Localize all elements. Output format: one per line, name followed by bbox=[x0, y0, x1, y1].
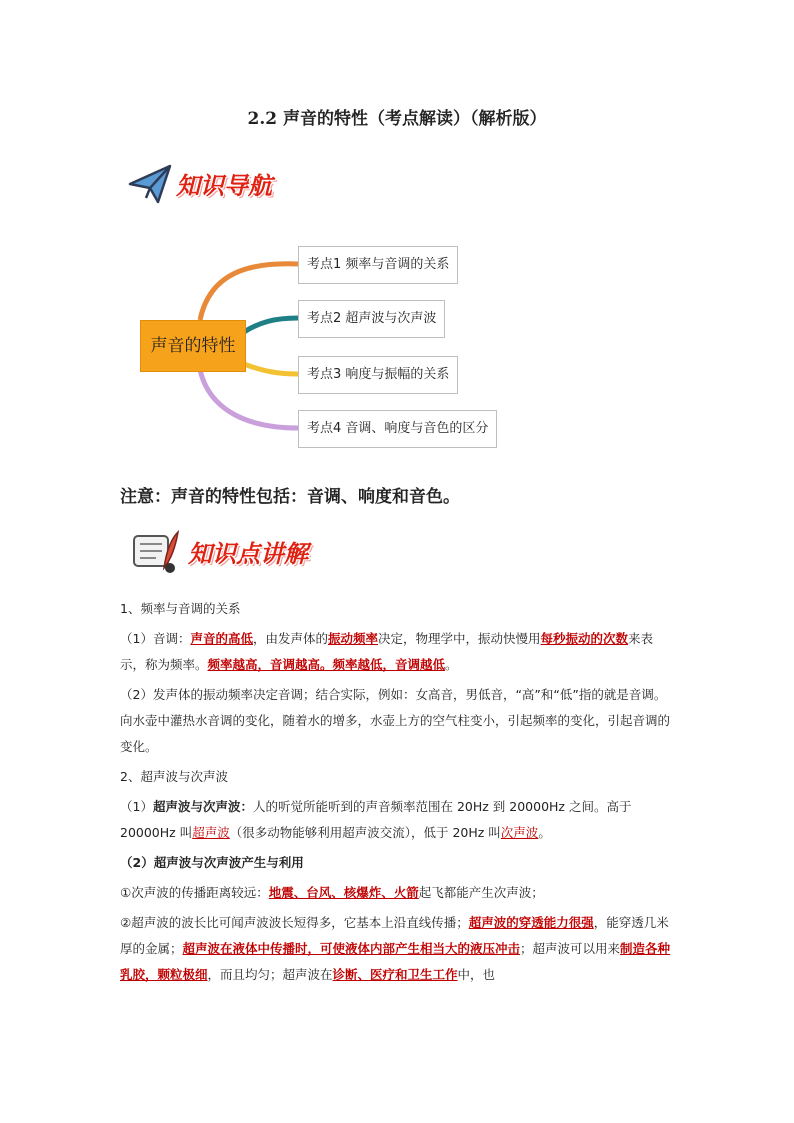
bold-term: 超声波与次声波： bbox=[152, 799, 253, 814]
text-span: （1） bbox=[120, 799, 153, 814]
note-text: 注意：声音的特性包括：音调、响度和音色。 bbox=[120, 487, 460, 507]
mindmap-node-2: 考点2 超声波与次声波 bbox=[298, 300, 445, 338]
branch-3 bbox=[244, 364, 298, 374]
section2-paragraph-3 bbox=[120, 880, 676, 906]
text-span: ，能穿透几米厚的金属； bbox=[120, 915, 669, 956]
highlight: 制造各种乳胶，颗粒极细 bbox=[120, 941, 671, 982]
text-span: 起飞都能产生次声波； bbox=[418, 885, 544, 900]
text-span: 。 bbox=[445, 657, 458, 672]
text-span: ②超声波的波长比可闻声波波长短得多，它基本上沿直线传播； bbox=[120, 915, 469, 930]
text-span: 来表示，称为频率。 bbox=[120, 631, 654, 672]
nav-banner bbox=[128, 162, 308, 208]
text-span: 。 bbox=[538, 825, 551, 840]
highlight: 地震、台风、核爆炸、火箭 bbox=[268, 885, 419, 900]
branch-4 bbox=[200, 370, 298, 428]
highlight: 每秒振动的次数 bbox=[540, 631, 629, 646]
explain-banner bbox=[128, 528, 368, 574]
highlight: 声音的高低 bbox=[190, 631, 253, 646]
page-title: 2.2 声音的特性（考点解读）（解析版） bbox=[247, 109, 547, 129]
branch-2 bbox=[244, 318, 298, 332]
mindmap-node-1: 考点1 频率与音调的关系 bbox=[298, 246, 458, 284]
section1-paragraph-2: （2）发声体的振动频率决定音调；结合实际，例如：女高音，男低音，“高”和“低”指的就是音调。向水壶中灌热水音调的变化，随着水的增多，水壶上方的空气柱变小，引起频率的变化，引起音调的变化。 bbox=[120, 687, 671, 754]
text-span: 中，也 bbox=[457, 967, 496, 982]
paper-plane-icon bbox=[128, 164, 172, 204]
branch-1 bbox=[200, 264, 298, 320]
text-span: ；超声波可以用来 bbox=[520, 941, 621, 956]
mindmap-node-3: 考点3 响度与振幅的关系 bbox=[298, 356, 458, 394]
section1-heading: 1、频率与音调的关系 bbox=[120, 601, 241, 616]
nav-banner-text: 知识导航 bbox=[176, 171, 272, 200]
highlight: 振动频率 bbox=[327, 631, 378, 646]
section2-subheading: （2）超声波与次声波产生与利用 bbox=[120, 855, 304, 870]
text-span: （1）音调： bbox=[120, 631, 191, 646]
highlight: 超声波在液体中传播时，可使液体内部产生相当大的液压冲击 bbox=[182, 941, 521, 956]
text-span: （很多动物能够利用超声波交流），低于 20Hz 叫 bbox=[229, 825, 501, 840]
section2-paragraph-4 bbox=[120, 910, 676, 988]
text-span: 人的听觉所能听到的声音频率范围在 20Hz 到 20000Hz 之间。高于 20000Hz 叫 bbox=[120, 799, 632, 840]
mindmap bbox=[130, 232, 530, 452]
highlight: 超声波 bbox=[192, 825, 230, 840]
section2-heading: 2、超声波与次声波 bbox=[120, 769, 228, 784]
text-span: ①次声波的传播距离较远： bbox=[120, 885, 269, 900]
section1-paragraph-1 bbox=[120, 626, 676, 678]
mindmap-center: 声音的特性 bbox=[140, 320, 246, 372]
highlight: 超声波的穿透能力很强 bbox=[468, 915, 594, 930]
section2-paragraph-1 bbox=[120, 794, 676, 846]
scroll-quill-icon bbox=[128, 528, 182, 574]
text-span: 决定，物理学中，振动快慢用 bbox=[378, 631, 541, 646]
highlight: 频率越高，音调越高。频率越低，音调越低 bbox=[207, 657, 446, 672]
text-span: ，而且均匀；超声波在 bbox=[207, 967, 333, 982]
text-span: ，由发声体的 bbox=[252, 631, 328, 646]
highlight: 诊断、医疗和卫生工作 bbox=[332, 967, 458, 982]
body-content bbox=[120, 596, 676, 992]
explain-banner-text: 知识点讲解 bbox=[188, 539, 308, 568]
highlight: 次声波 bbox=[500, 825, 539, 840]
mindmap-node-4: 考点4 音调、响度与音色的区分 bbox=[298, 410, 497, 448]
